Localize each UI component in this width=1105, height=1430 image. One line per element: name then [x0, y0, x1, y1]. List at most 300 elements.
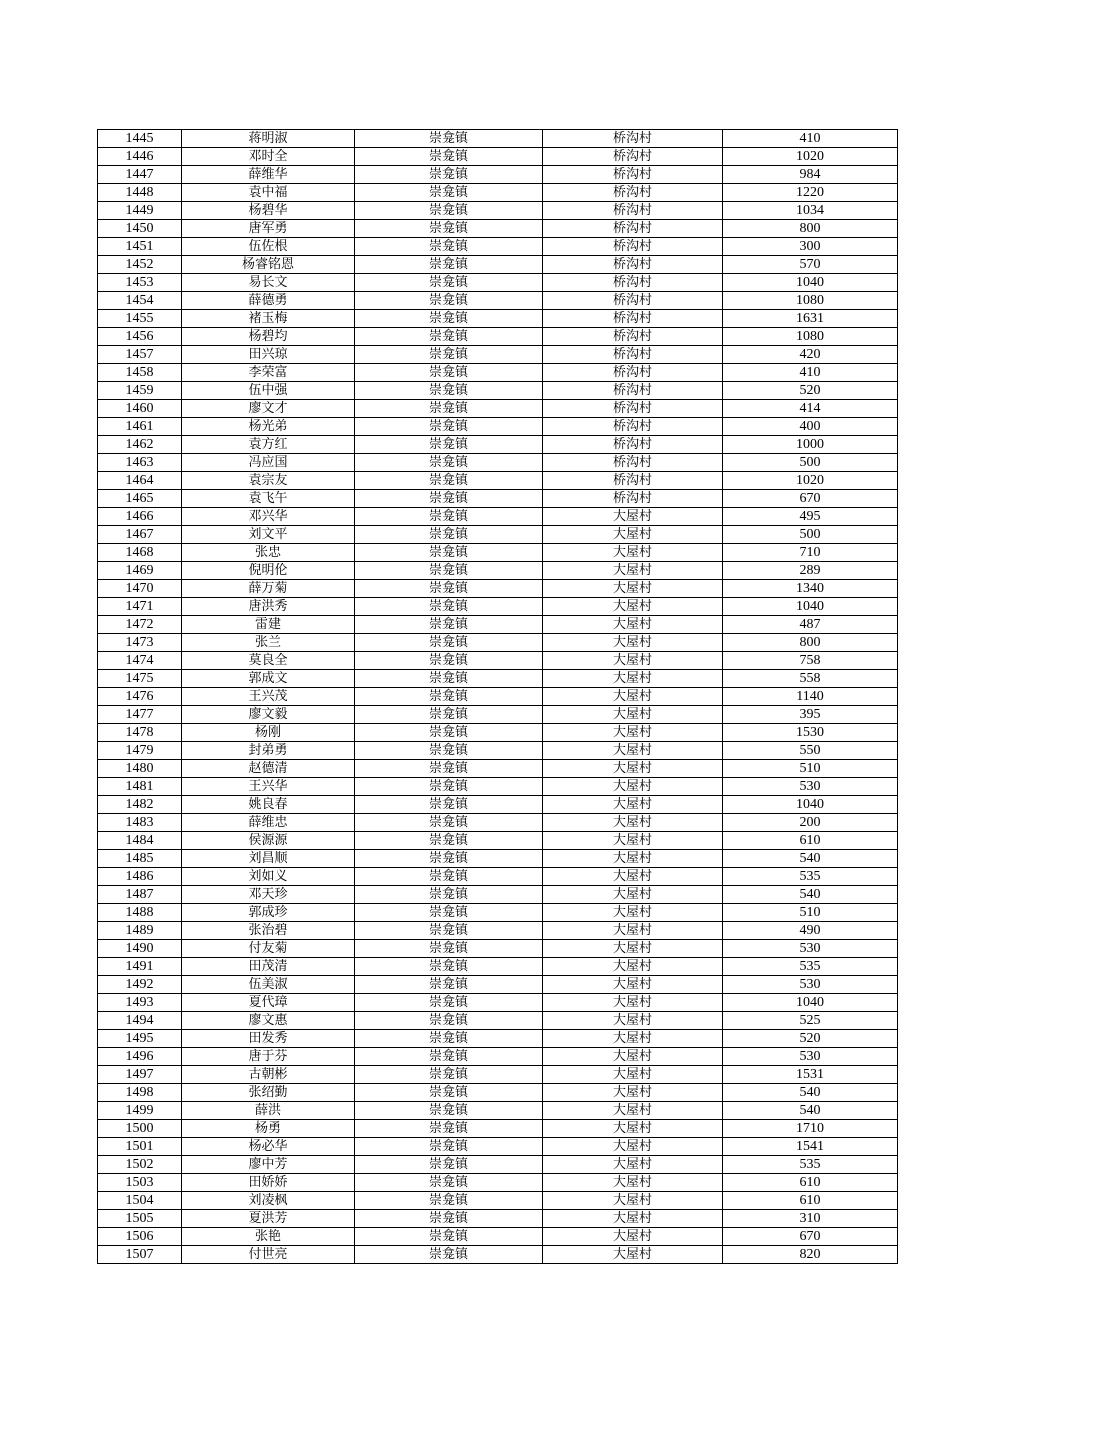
- cell-amount: 710: [723, 544, 898, 562]
- table-body: [98, 130, 898, 1264]
- cell-number: 1490: [98, 940, 182, 958]
- cell-number: 1453: [98, 274, 182, 292]
- cell-village: 大屋村: [543, 1228, 723, 1246]
- cell-town: 崇龛镇: [355, 130, 543, 148]
- cell-number: 1445: [98, 130, 182, 148]
- cell-amount: 490: [723, 922, 898, 940]
- cell-town: 崇龛镇: [355, 1192, 543, 1210]
- cell-amount: 525: [723, 1012, 898, 1030]
- cell-number: 1457: [98, 346, 182, 364]
- cell-amount: 500: [723, 454, 898, 472]
- cell-name: 夏代璋: [182, 994, 355, 1012]
- cell-name: 伍佐根: [182, 238, 355, 256]
- cell-name: 伍美淑: [182, 976, 355, 994]
- table-row: [98, 850, 898, 868]
- cell-number: 1462: [98, 436, 182, 454]
- cell-village: 桥沟村: [543, 454, 723, 472]
- table-row: [98, 1210, 898, 1228]
- cell-name: 易长文: [182, 274, 355, 292]
- cell-amount: 1080: [723, 292, 898, 310]
- table-row: [98, 616, 898, 634]
- table-row: [98, 634, 898, 652]
- table-row: [98, 976, 898, 994]
- cell-number: 1473: [98, 634, 182, 652]
- cell-town: 崇龛镇: [355, 1174, 543, 1192]
- cell-town: 崇龛镇: [355, 436, 543, 454]
- cell-name: 田茂清: [182, 958, 355, 976]
- cell-name: 褚玉梅: [182, 310, 355, 328]
- cell-village: 大屋村: [543, 1138, 723, 1156]
- cell-amount: 530: [723, 940, 898, 958]
- cell-number: 1468: [98, 544, 182, 562]
- cell-name: 王兴华: [182, 778, 355, 796]
- cell-town: 崇龛镇: [355, 616, 543, 634]
- cell-town: 崇龛镇: [355, 670, 543, 688]
- cell-name: 廖中芳: [182, 1156, 355, 1174]
- cell-name: 封弟勇: [182, 742, 355, 760]
- table-row: [98, 760, 898, 778]
- cell-number: 1471: [98, 598, 182, 616]
- cell-village: 大屋村: [543, 616, 723, 634]
- cell-name: 付世亮: [182, 1246, 355, 1264]
- table-row: [98, 472, 898, 490]
- cell-village: 大屋村: [543, 760, 723, 778]
- cell-number: 1448: [98, 184, 182, 202]
- cell-village: 大屋村: [543, 1012, 723, 1030]
- cell-number: 1501: [98, 1138, 182, 1156]
- cell-amount: 670: [723, 490, 898, 508]
- cell-number: 1480: [98, 760, 182, 778]
- cell-number: 1447: [98, 166, 182, 184]
- cell-name: 唐于芬: [182, 1048, 355, 1066]
- cell-town: 崇龛镇: [355, 904, 543, 922]
- cell-town: 崇龛镇: [355, 508, 543, 526]
- cell-number: 1476: [98, 688, 182, 706]
- cell-amount: 520: [723, 1030, 898, 1048]
- cell-number: 1488: [98, 904, 182, 922]
- cell-village: 桥沟村: [543, 166, 723, 184]
- cell-amount: 289: [723, 562, 898, 580]
- cell-number: 1502: [98, 1156, 182, 1174]
- cell-village: 桥沟村: [543, 400, 723, 418]
- cell-number: 1503: [98, 1174, 182, 1192]
- table-row: [98, 220, 898, 238]
- cell-number: 1458: [98, 364, 182, 382]
- table-row: [98, 292, 898, 310]
- table-row: [98, 886, 898, 904]
- cell-amount: 1034: [723, 202, 898, 220]
- cell-village: 大屋村: [543, 778, 723, 796]
- cell-name: 莫良全: [182, 652, 355, 670]
- cell-amount: 300: [723, 238, 898, 256]
- cell-village: 大屋村: [543, 976, 723, 994]
- cell-village: 大屋村: [543, 1192, 723, 1210]
- cell-town: 崇龛镇: [355, 1030, 543, 1048]
- cell-amount: 550: [723, 742, 898, 760]
- cell-town: 崇龛镇: [355, 994, 543, 1012]
- cell-town: 崇龛镇: [355, 1048, 543, 1066]
- cell-amount: 535: [723, 868, 898, 886]
- cell-name: 杨睿铭恩: [182, 256, 355, 274]
- cell-village: 桥沟村: [543, 310, 723, 328]
- cell-name: 付友菊: [182, 940, 355, 958]
- cell-amount: 1631: [723, 310, 898, 328]
- cell-amount: 1140: [723, 688, 898, 706]
- cell-number: 1500: [98, 1120, 182, 1138]
- cell-number: 1506: [98, 1228, 182, 1246]
- table-row: [98, 346, 898, 364]
- cell-number: 1498: [98, 1084, 182, 1102]
- table-row: [98, 130, 898, 148]
- cell-village: 大屋村: [543, 994, 723, 1012]
- beneficiary-table: [97, 129, 898, 1264]
- cell-town: 崇龛镇: [355, 364, 543, 382]
- cell-number: 1454: [98, 292, 182, 310]
- cell-town: 崇龛镇: [355, 346, 543, 364]
- cell-amount: 1710: [723, 1120, 898, 1138]
- cell-amount: 487: [723, 616, 898, 634]
- cell-name: 唐洪秀: [182, 598, 355, 616]
- cell-number: 1499: [98, 1102, 182, 1120]
- cell-village: 大屋村: [543, 544, 723, 562]
- cell-amount: 570: [723, 256, 898, 274]
- table-row: [98, 778, 898, 796]
- cell-amount: 520: [723, 382, 898, 400]
- cell-number: 1484: [98, 832, 182, 850]
- cell-name: 杨勇: [182, 1120, 355, 1138]
- cell-town: 崇龛镇: [355, 472, 543, 490]
- cell-village: 大屋村: [543, 598, 723, 616]
- cell-village: 大屋村: [543, 814, 723, 832]
- cell-amount: 540: [723, 1084, 898, 1102]
- cell-town: 崇龛镇: [355, 760, 543, 778]
- cell-number: 1446: [98, 148, 182, 166]
- cell-number: 1470: [98, 580, 182, 598]
- cell-village: 桥沟村: [543, 418, 723, 436]
- table-row: [98, 832, 898, 850]
- cell-number: 1496: [98, 1048, 182, 1066]
- cell-number: 1482: [98, 796, 182, 814]
- cell-amount: 540: [723, 1102, 898, 1120]
- cell-town: 崇龛镇: [355, 814, 543, 832]
- table-row: [98, 742, 898, 760]
- cell-town: 崇龛镇: [355, 688, 543, 706]
- cell-town: 崇龛镇: [355, 652, 543, 670]
- cell-village: 大屋村: [543, 886, 723, 904]
- cell-amount: 1541: [723, 1138, 898, 1156]
- cell-village: 大屋村: [543, 868, 723, 886]
- cell-village: 大屋村: [543, 1066, 723, 1084]
- table-row: [98, 1012, 898, 1030]
- cell-village: 桥沟村: [543, 256, 723, 274]
- table-row: [98, 1156, 898, 1174]
- table-row: [98, 922, 898, 940]
- cell-number: 1487: [98, 886, 182, 904]
- cell-village: 桥沟村: [543, 328, 723, 346]
- cell-amount: 610: [723, 1192, 898, 1210]
- cell-village: 大屋村: [543, 1084, 723, 1102]
- table-row: [98, 940, 898, 958]
- cell-village: 大屋村: [543, 580, 723, 598]
- cell-amount: 495: [723, 508, 898, 526]
- table-row: [98, 1138, 898, 1156]
- cell-name: 夏洪芳: [182, 1210, 355, 1228]
- cell-name: 郭成文: [182, 670, 355, 688]
- cell-village: 大屋村: [543, 652, 723, 670]
- cell-town: 崇龛镇: [355, 1138, 543, 1156]
- cell-amount: 800: [723, 220, 898, 238]
- cell-name: 古朝彬: [182, 1066, 355, 1084]
- cell-number: 1507: [98, 1246, 182, 1264]
- cell-name: 薛维华: [182, 166, 355, 184]
- cell-name: 薛万菊: [182, 580, 355, 598]
- cell-town: 崇龛镇: [355, 148, 543, 166]
- cell-town: 崇龛镇: [355, 958, 543, 976]
- cell-number: 1495: [98, 1030, 182, 1048]
- cell-name: 冯应国: [182, 454, 355, 472]
- cell-name: 倪明伦: [182, 562, 355, 580]
- cell-town: 崇龛镇: [355, 418, 543, 436]
- cell-village: 大屋村: [543, 1102, 723, 1120]
- cell-name: 赵德清: [182, 760, 355, 778]
- cell-name: 伍中强: [182, 382, 355, 400]
- cell-name: 廖文毅: [182, 706, 355, 724]
- cell-town: 崇龛镇: [355, 544, 543, 562]
- table-row: [98, 904, 898, 922]
- cell-number: 1469: [98, 562, 182, 580]
- cell-town: 崇龛镇: [355, 598, 543, 616]
- table-row: [98, 994, 898, 1012]
- cell-name: 雷建: [182, 616, 355, 634]
- cell-name: 张艳: [182, 1228, 355, 1246]
- cell-number: 1452: [98, 256, 182, 274]
- cell-name: 廖文才: [182, 400, 355, 418]
- cell-village: 大屋村: [543, 958, 723, 976]
- cell-name: 刘昌顺: [182, 850, 355, 868]
- cell-town: 崇龛镇: [355, 1102, 543, 1120]
- table-row: [98, 166, 898, 184]
- cell-number: 1451: [98, 238, 182, 256]
- cell-village: 大屋村: [543, 904, 723, 922]
- cell-town: 崇龛镇: [355, 1228, 543, 1246]
- cell-amount: 1040: [723, 598, 898, 616]
- cell-village: 大屋村: [543, 922, 723, 940]
- table-row: [98, 688, 898, 706]
- table-row: [98, 1102, 898, 1120]
- cell-number: 1463: [98, 454, 182, 472]
- cell-amount: 670: [723, 1228, 898, 1246]
- cell-number: 1497: [98, 1066, 182, 1084]
- cell-town: 崇龛镇: [355, 706, 543, 724]
- cell-town: 崇龛镇: [355, 832, 543, 850]
- cell-village: 大屋村: [543, 634, 723, 652]
- cell-town: 崇龛镇: [355, 796, 543, 814]
- cell-village: 大屋村: [543, 1246, 723, 1264]
- cell-number: 1478: [98, 724, 182, 742]
- cell-amount: 414: [723, 400, 898, 418]
- cell-town: 崇龛镇: [355, 1246, 543, 1264]
- cell-village: 桥沟村: [543, 130, 723, 148]
- table-row: [98, 598, 898, 616]
- cell-amount: 800: [723, 634, 898, 652]
- cell-town: 崇龛镇: [355, 1210, 543, 1228]
- cell-town: 崇龛镇: [355, 166, 543, 184]
- cell-village: 大屋村: [543, 742, 723, 760]
- cell-name: 袁方红: [182, 436, 355, 454]
- cell-village: 大屋村: [543, 508, 723, 526]
- cell-village: 大屋村: [543, 796, 723, 814]
- cell-village: 大屋村: [543, 1174, 723, 1192]
- cell-amount: 395: [723, 706, 898, 724]
- cell-village: 大屋村: [543, 706, 723, 724]
- table-row: [98, 148, 898, 166]
- cell-amount: 558: [723, 670, 898, 688]
- cell-name: 郭成珍: [182, 904, 355, 922]
- cell-name: 张忠: [182, 544, 355, 562]
- cell-name: 杨碧均: [182, 328, 355, 346]
- cell-name: 姚良春: [182, 796, 355, 814]
- table-row: [98, 670, 898, 688]
- cell-number: 1466: [98, 508, 182, 526]
- cell-number: 1472: [98, 616, 182, 634]
- cell-village: 桥沟村: [543, 346, 723, 364]
- cell-amount: 510: [723, 760, 898, 778]
- cell-name: 袁飞午: [182, 490, 355, 508]
- cell-town: 崇龛镇: [355, 1084, 543, 1102]
- cell-town: 崇龛镇: [355, 580, 543, 598]
- cell-amount: 530: [723, 976, 898, 994]
- cell-village: 大屋村: [543, 940, 723, 958]
- table-row: [98, 202, 898, 220]
- table-row: [98, 868, 898, 886]
- cell-village: 大屋村: [543, 1030, 723, 1048]
- cell-name: 刘如义: [182, 868, 355, 886]
- cell-village: 大屋村: [543, 832, 723, 850]
- cell-town: 崇龛镇: [355, 256, 543, 274]
- table-row: [98, 328, 898, 346]
- table-row: [98, 544, 898, 562]
- cell-amount: 420: [723, 346, 898, 364]
- cell-name: 薛洪: [182, 1102, 355, 1120]
- table-row: [98, 652, 898, 670]
- cell-village: 桥沟村: [543, 184, 723, 202]
- cell-town: 崇龛镇: [355, 490, 543, 508]
- cell-amount: 1020: [723, 148, 898, 166]
- cell-amount: 410: [723, 364, 898, 382]
- table-row: [98, 400, 898, 418]
- cell-amount: 1531: [723, 1066, 898, 1084]
- table-row: [98, 1066, 898, 1084]
- cell-amount: 610: [723, 832, 898, 850]
- cell-number: 1464: [98, 472, 182, 490]
- table-row: [98, 364, 898, 382]
- table-row: [98, 724, 898, 742]
- cell-name: 邓兴华: [182, 508, 355, 526]
- cell-town: 崇龛镇: [355, 1012, 543, 1030]
- cell-amount: 1340: [723, 580, 898, 598]
- cell-amount: 310: [723, 1210, 898, 1228]
- cell-town: 崇龛镇: [355, 742, 543, 760]
- cell-town: 崇龛镇: [355, 562, 543, 580]
- cell-number: 1474: [98, 652, 182, 670]
- cell-name: 王兴茂: [182, 688, 355, 706]
- cell-amount: 400: [723, 418, 898, 436]
- table-row: [98, 958, 898, 976]
- cell-amount: 200: [723, 814, 898, 832]
- cell-number: 1489: [98, 922, 182, 940]
- table-row: [98, 310, 898, 328]
- table-row: [98, 436, 898, 454]
- table-row: [98, 382, 898, 400]
- cell-number: 1485: [98, 850, 182, 868]
- cell-number: 1477: [98, 706, 182, 724]
- cell-number: 1494: [98, 1012, 182, 1030]
- cell-name: 杨刚: [182, 724, 355, 742]
- cell-town: 崇龛镇: [355, 922, 543, 940]
- cell-town: 崇龛镇: [355, 886, 543, 904]
- table-row: [98, 418, 898, 436]
- cell-amount: 535: [723, 958, 898, 976]
- cell-amount: 510: [723, 904, 898, 922]
- cell-amount: 1040: [723, 274, 898, 292]
- cell-number: 1459: [98, 382, 182, 400]
- cell-village: 大屋村: [543, 670, 723, 688]
- cell-village: 大屋村: [543, 850, 723, 868]
- cell-town: 崇龛镇: [355, 868, 543, 886]
- cell-village: 桥沟村: [543, 490, 723, 508]
- cell-name: 张兰: [182, 634, 355, 652]
- cell-amount: 540: [723, 886, 898, 904]
- cell-name: 张绍勤: [182, 1084, 355, 1102]
- table-row: [98, 1246, 898, 1264]
- cell-village: 桥沟村: [543, 292, 723, 310]
- cell-village: 桥沟村: [543, 274, 723, 292]
- cell-number: 1493: [98, 994, 182, 1012]
- cell-amount: 540: [723, 850, 898, 868]
- cell-name: 田发秀: [182, 1030, 355, 1048]
- cell-amount: 1080: [723, 328, 898, 346]
- cell-number: 1460: [98, 400, 182, 418]
- cell-name: 薛维忠: [182, 814, 355, 832]
- cell-village: 桥沟村: [543, 148, 723, 166]
- cell-amount: 758: [723, 652, 898, 670]
- cell-village: 大屋村: [543, 1048, 723, 1066]
- table-row: [98, 490, 898, 508]
- table-row: [98, 580, 898, 598]
- cell-name: 刘文平: [182, 526, 355, 544]
- cell-amount: 1220: [723, 184, 898, 202]
- table-row: [98, 256, 898, 274]
- cell-number: 1465: [98, 490, 182, 508]
- cell-amount: 1530: [723, 724, 898, 742]
- table-row: [98, 1228, 898, 1246]
- cell-number: 1504: [98, 1192, 182, 1210]
- cell-name: 侯源源: [182, 832, 355, 850]
- cell-village: 大屋村: [543, 724, 723, 742]
- table-row: [98, 814, 898, 832]
- table-row: [98, 508, 898, 526]
- cell-number: 1479: [98, 742, 182, 760]
- table-row: [98, 796, 898, 814]
- cell-amount: 500: [723, 526, 898, 544]
- cell-number: 1449: [98, 202, 182, 220]
- cell-town: 崇龛镇: [355, 310, 543, 328]
- cell-town: 崇龛镇: [355, 238, 543, 256]
- cell-name: 杨碧华: [182, 202, 355, 220]
- cell-name: 廖文惠: [182, 1012, 355, 1030]
- cell-town: 崇龛镇: [355, 976, 543, 994]
- cell-village: 桥沟村: [543, 364, 723, 382]
